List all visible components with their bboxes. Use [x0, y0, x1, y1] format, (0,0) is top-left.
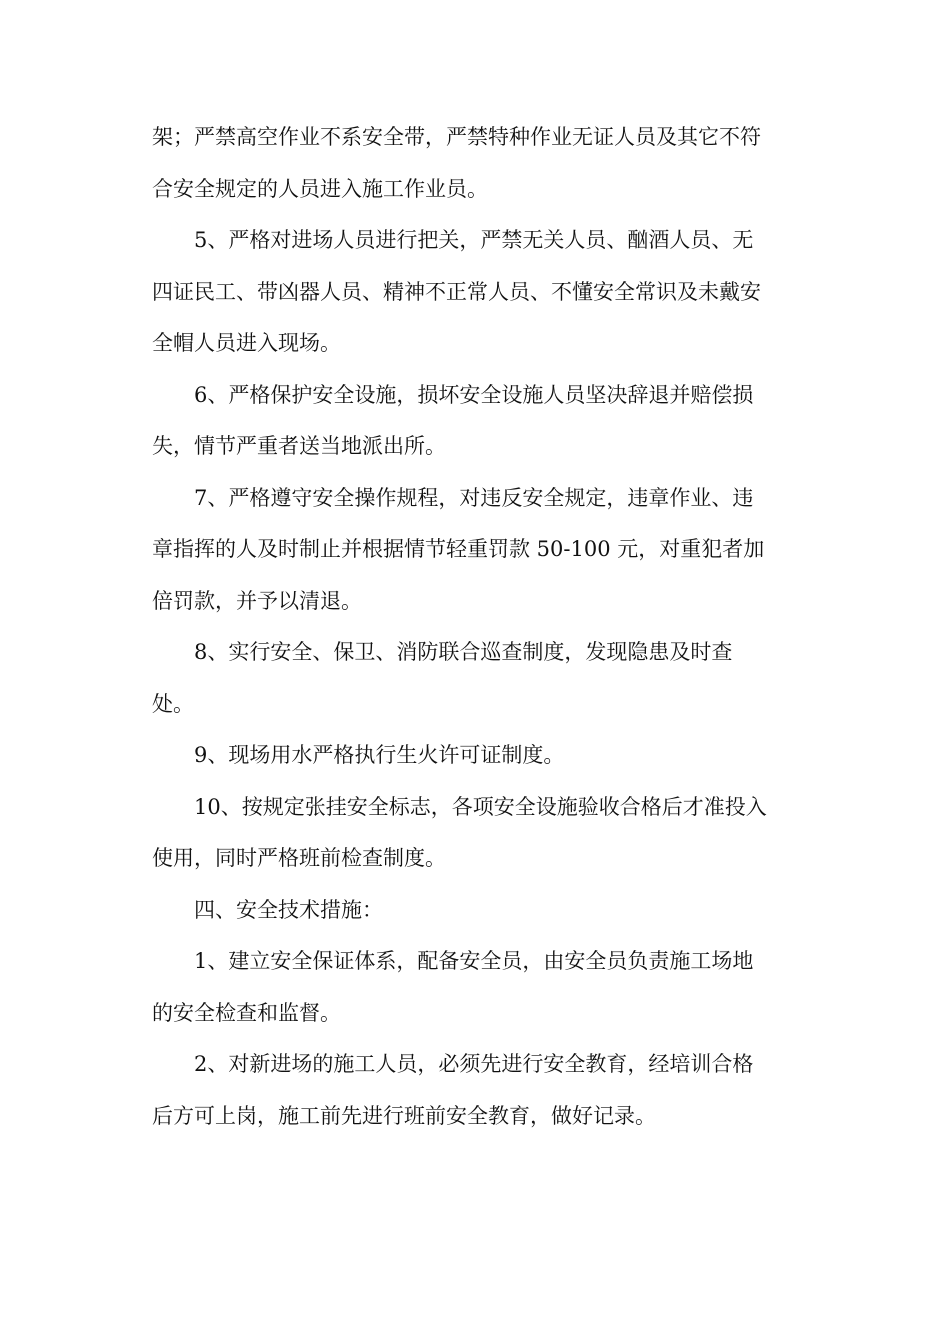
text-line: 处。: [152, 691, 194, 716]
text-line: 5、严格对进场人员进行把关，严禁无关人员、酗酒人员、无: [194, 228, 754, 252]
text-line: 6、严格保护安全设施，损坏安全设施人员坚决辞退并赔偿损: [194, 382, 754, 407]
text-line: 2、对新进场的施工人员，必须先进行安全教育，经培训合格: [194, 1052, 754, 1076]
text-line: 章指挥的人及时制止并根据情节轻重罚款 50-100 元，对重犯者加: [152, 537, 765, 561]
text-line: 四证民工、带凶器人员、精神不正常人员、不懂安全常识及未戴安: [152, 279, 761, 304]
text-line: 7、严格遵守安全操作规程，对违反安全规定，违章作业、违: [194, 485, 754, 510]
text-line: 后方可上岗，施工前先进行班前安全教育，做好记录。: [152, 1103, 656, 1128]
text-line: 9、现场用水严格执行生火许可证制度。: [194, 743, 565, 767]
text-line: 失，情节严重者送当地派出所。: [152, 434, 446, 458]
document-body: [152, 117, 812, 1147]
text-line: 合安全规定的人员进入施工作业员。: [152, 176, 488, 201]
text-line: 1、建立安全保证体系，配备安全员，由安全员负责施工场地: [194, 949, 754, 973]
text-line: 架；严禁高空作业不系安全带，严禁特种作业无证人员及其它不符: [152, 125, 761, 149]
text-line: 使用，同时严格班前检查制度。: [152, 846, 446, 870]
text-line: 的安全检查和监督。: [152, 1000, 341, 1025]
text-line: 全帽人员进入现场。: [152, 331, 341, 355]
section-heading: 四、安全技术措施：: [194, 897, 383, 922]
text-line: 10、按规定张挂安全标志，各项安全设施验收合格后才准投入: [194, 794, 767, 819]
text-line: 8、实行安全、保卫、消防联合巡查制度，发现隐患及时查: [194, 640, 733, 664]
text-line: 倍罚款，并予以清退。: [152, 588, 362, 613]
